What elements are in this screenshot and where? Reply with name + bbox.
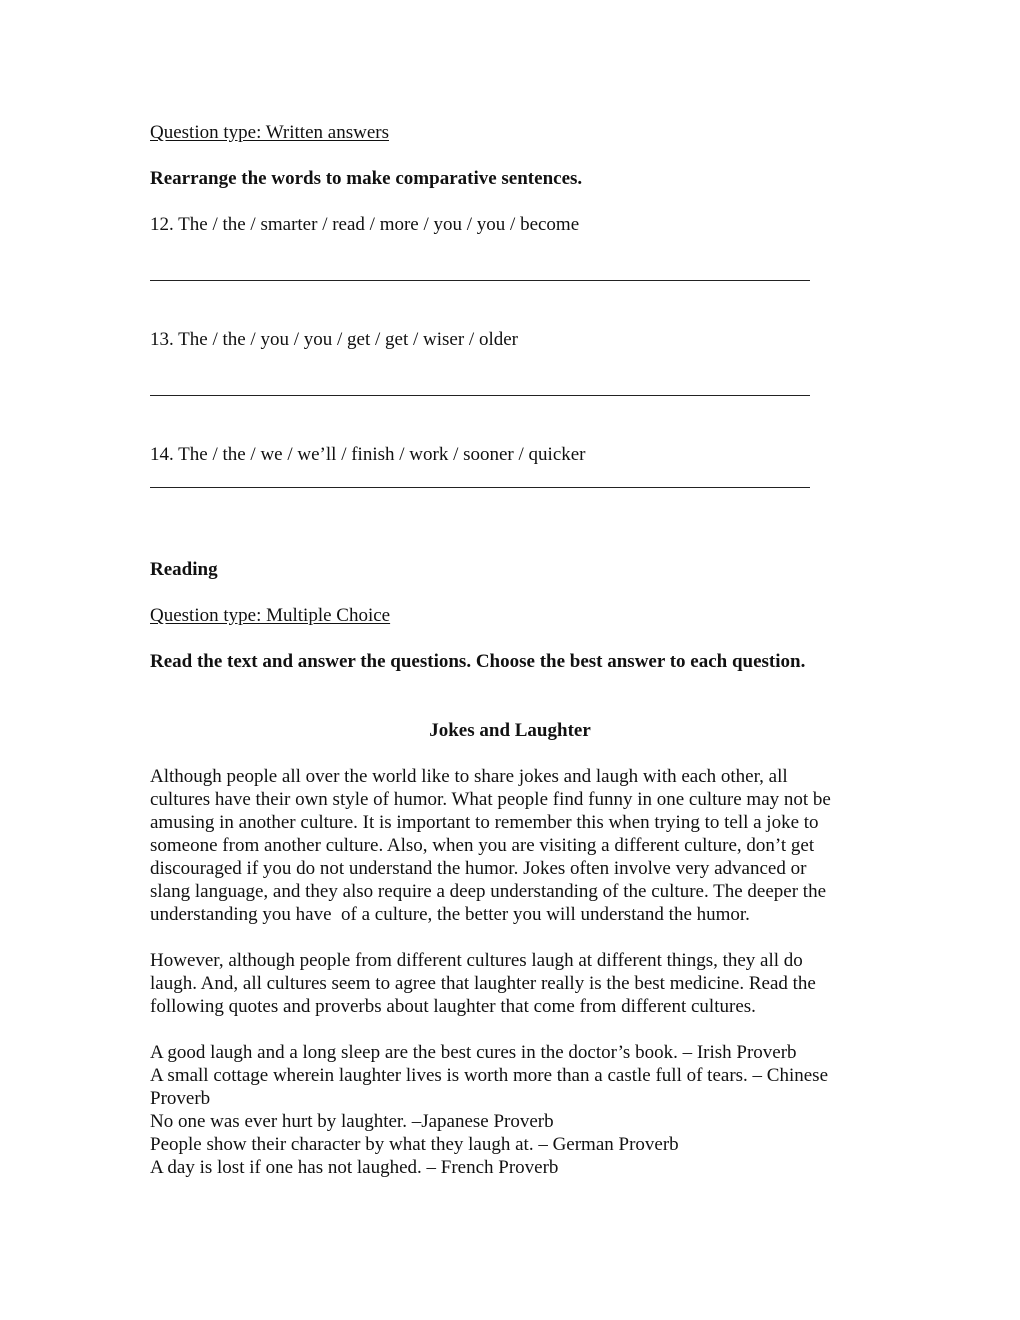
proverbs-list <box>150 1041 880 1179</box>
paragraph-1-line: slang language, and they also require a deep understanding of the culture. The deeper the <box>150 881 827 902</box>
proverb-line: A good laugh and a long sleep are the best cures in the doctor’s book. – Irish Proverb <box>150 1042 797 1063</box>
paragraph-1-line: Although people all over the world like to share jokes and laugh with each other, all <box>150 766 788 787</box>
instruction-rearrange: Rearrange the words to make comparative sentences. <box>150 168 583 189</box>
answer-line-12[interactable] <box>150 280 810 281</box>
paragraph-2-line: following quotes and proverbs about laughter that come from different cultures. <box>150 996 756 1017</box>
question-13: 13. The / the / you / you / get / get / wiser / older <box>150 329 518 350</box>
answer-line-14[interactable] <box>150 487 810 488</box>
paragraph-2-line: However, although people from different cultures laugh at different things, they all do <box>150 950 803 971</box>
question-12: 12. The / the / smarter / read / more / you / you / become <box>150 214 580 235</box>
paragraph-1-line: cultures have their own style of humor. What people find funny in one culture may not be <box>150 789 831 810</box>
proverb-line: No one was ever hurt by laughter. –Japanese Proverb <box>150 1111 554 1132</box>
paragraph-1-line: discouraged if you do not understand the humor. Jokes often involve very advanced or <box>150 858 807 879</box>
proverb-line: Proverb <box>150 1088 211 1109</box>
proverb-line: A small cottage wherein laughter lives is worth more than a castle full of tears. – Chinese <box>150 1065 828 1086</box>
passage-title: Jokes and Laughter <box>429 720 591 741</box>
paragraph-1-line: someone from another culture. Also, when you are visiting a different culture, don’t get <box>150 835 815 856</box>
question-type-written: Question type: Written answers <box>150 122 389 143</box>
paragraph-1-line: understanding you have of a culture, the better you will understand the humor. <box>150 904 750 925</box>
proverb-line: People show their character by what they laugh at. – German Proverb <box>150 1134 679 1155</box>
paragraph-2-line: laugh. And, all cultures seem to agree that laughter really is the best medicine. Read the <box>150 973 816 994</box>
question-type-multiple-choice: Question type: Multiple Choice <box>150 605 391 626</box>
answer-line-13[interactable] <box>150 395 810 396</box>
paragraph-1-line: amusing in another culture. It is important to remember this when trying to tell a joke to <box>150 812 819 833</box>
question-14: 14. The / the / we / we’ll / finish / work / sooner / quicker <box>150 444 586 465</box>
passage-paragraph-2 <box>150 949 880 1018</box>
passage-paragraph-1 <box>150 765 880 926</box>
reading-heading: Reading <box>150 559 218 580</box>
proverb-line: A day is lost if one has not laughed. – French Proverb <box>150 1157 559 1178</box>
instruction-read-text: Read the text and answer the questions. Choose the best answer to each question. <box>150 651 806 672</box>
